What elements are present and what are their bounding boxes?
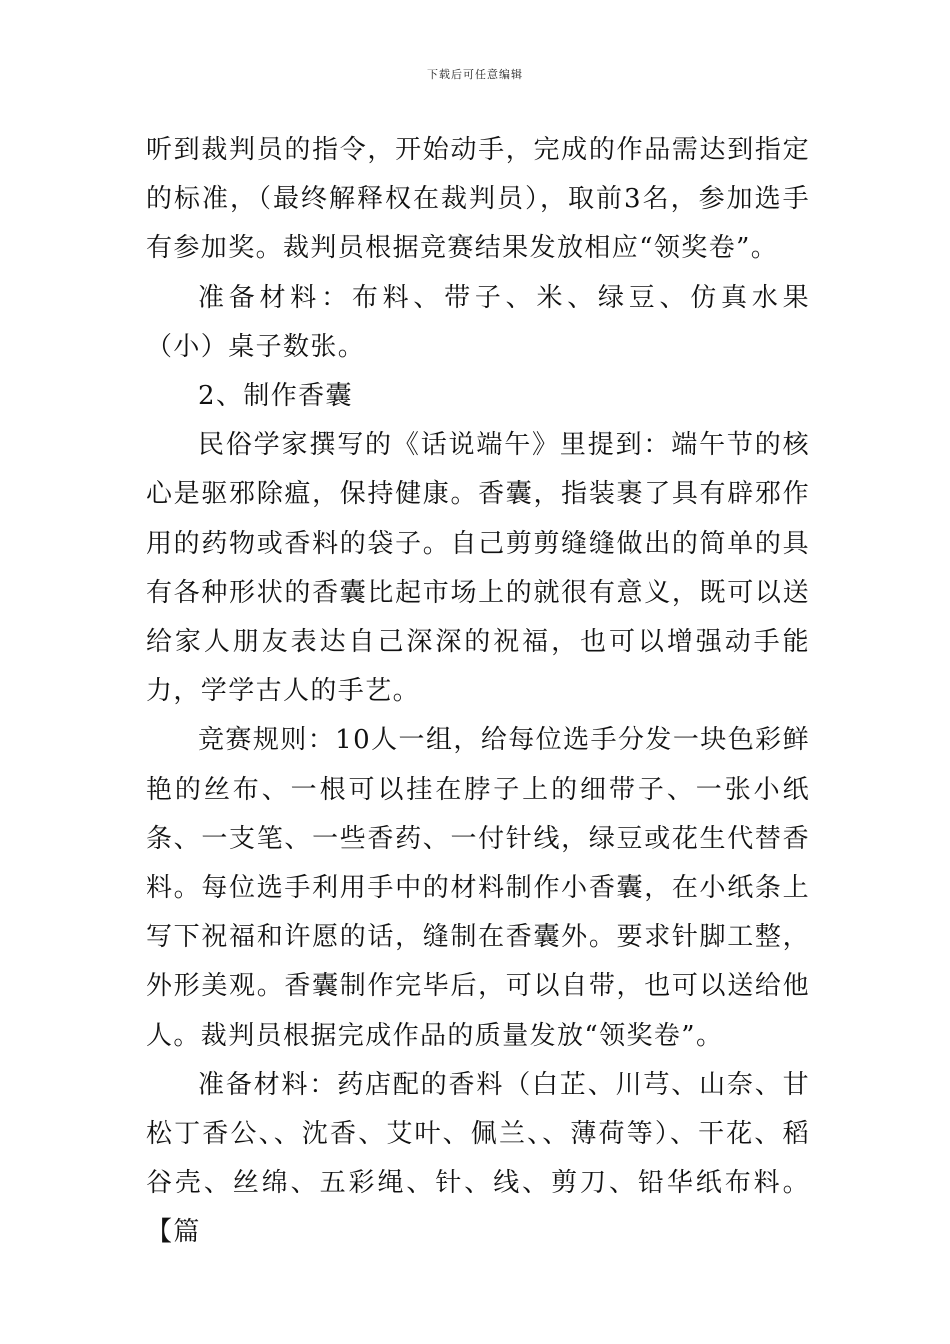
- page-header: 下载后可任意编辑: [427, 68, 523, 81]
- paragraph-judging: 听到裁判员的指令，开始动手，完成的作品需达到指定的标准，（最终解释权在裁判员），取前3名，参加选手有参加奖。裁判员根据竞赛结果发放相应“领奖卷”。: [146, 135, 810, 264]
- paragraph-materials-2: 准备材料：药店配的香料（白芷、川芎、山奈、甘松丁香公、、沈香、艾叶、佩兰、、薄荷等）、干花、稻谷壳、丝绵、五彩绳、针、线、剪刀、铅华纸布料。【篇: [146, 1069, 810, 1248]
- document-body: [146, 126, 810, 1258]
- paragraph-sachet-intro: 民俗学家撰写的《话说端午》里提到：端午节的核心是驱邪除瘟，保持健康。香囊，指装裹了具有辟邪作用的药物或香料的袋子。自己剪剪缝缝做出的简单的具有各种形状的香囊比起市场上的就很有意义，既可以送给家人朋友表达自己深深的祝福，也可以增强动手能力，学学古人的手艺。: [146, 430, 810, 707]
- paragraph-materials-1: 准备材料：布料、带子、米、绿豆、仿真水果（小）桌子数张。: [146, 282, 810, 362]
- paragraph-rules: 竞赛规则：10人一组，给每位选手分发一块色彩鲜艳的丝布、一根可以挂在脖子上的细带子、一张小纸条、一支笔、一些香药、一付针线，绿豆或花生代替香料。每位选手利用手中的材料制作小香囊，在小纸条上写下祝福和许愿的话，缝制在香囊外。要求针脚工整，外形美观。香囊制作完毕后，可以自带，也可以送给他人。裁判员根据完成作品的质量发放“领奖卷”。: [146, 725, 810, 1051]
- section-heading-sachet: 2、制作香囊: [198, 381, 353, 412]
